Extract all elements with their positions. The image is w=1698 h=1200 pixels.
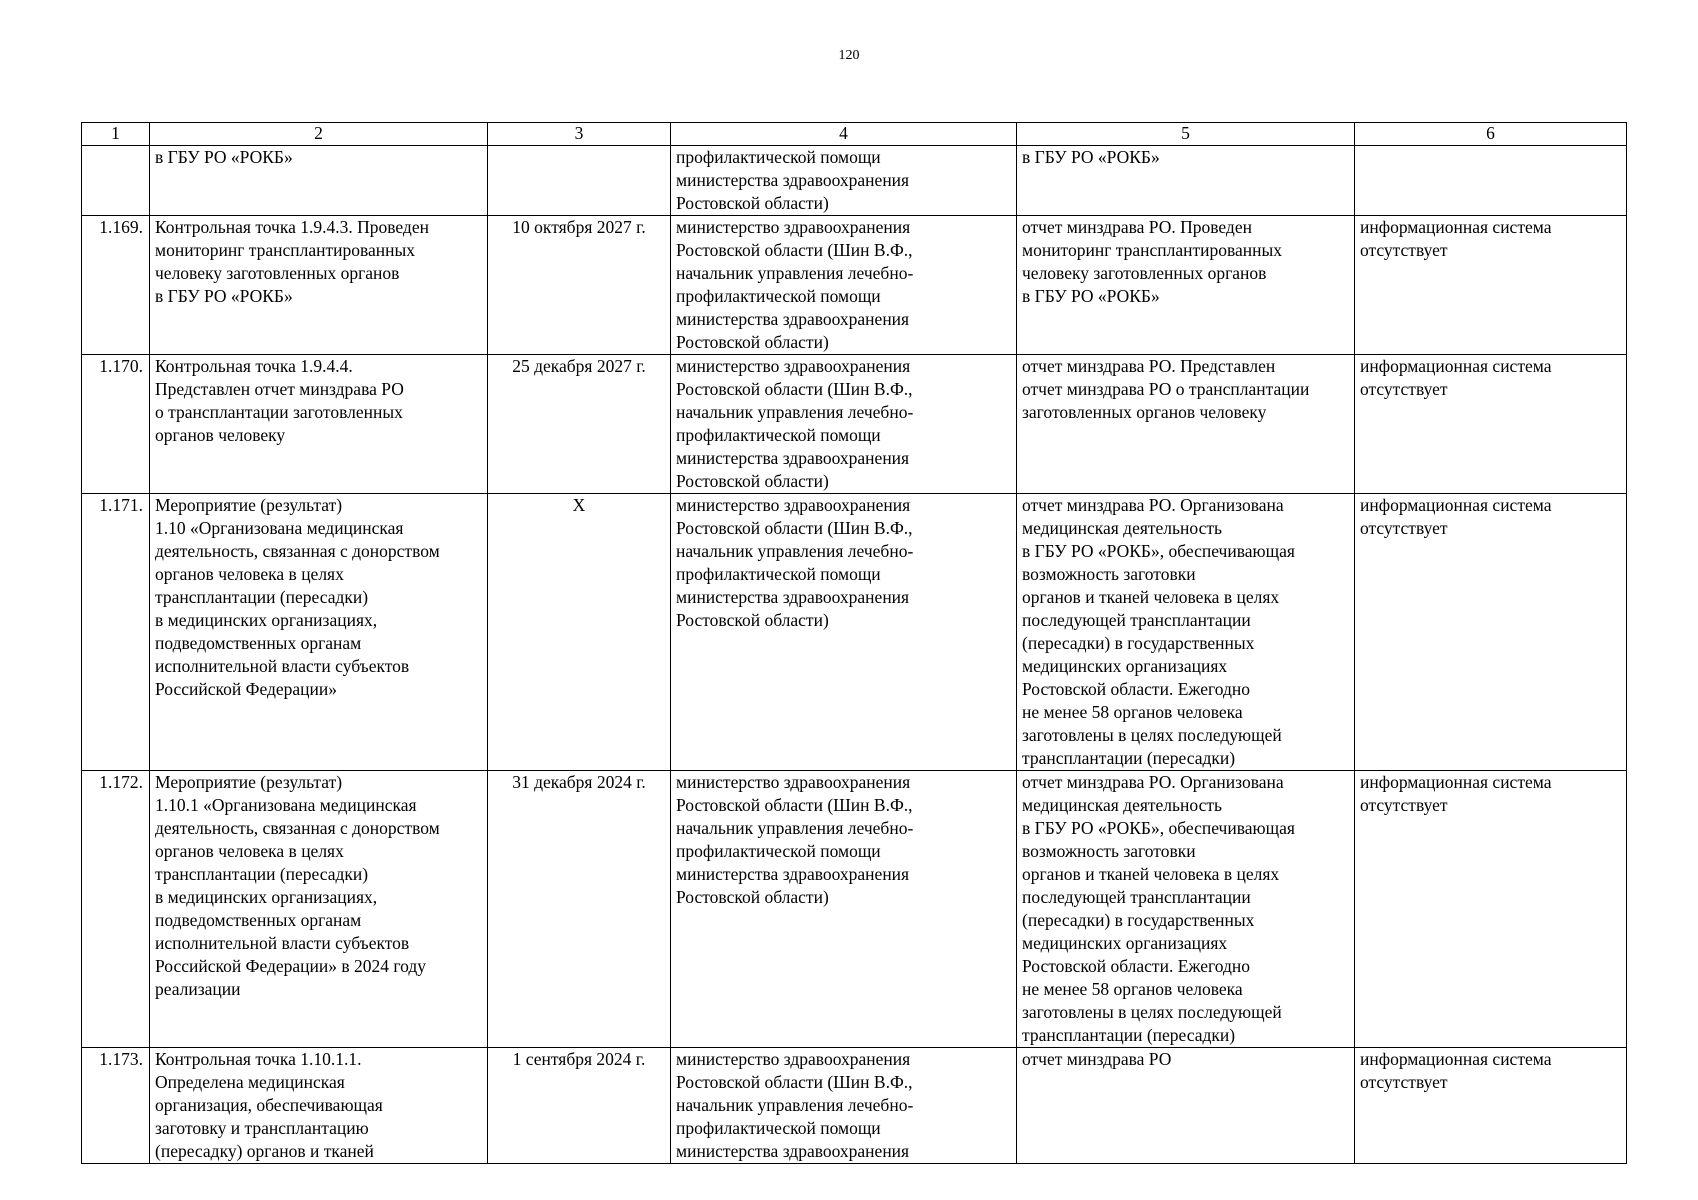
deadline-cell: 31 декабря 2024 г. <box>488 771 671 1048</box>
event-cell: Контрольная точка 1.10.1.1. Определена медицинская организация, обеспечивающая заготовку и трансплантацию (пересадку) органов и тканей <box>150 1048 488 1164</box>
info-system-cell: информационная система отсутствует <box>1355 771 1627 1048</box>
responsible-cell: министерство здравоохранения Ростовской области (Шин В.Ф., начальник управления лечебно- профилактической помощи министерства здравоохранения Ростовской области) <box>671 494 1017 771</box>
row-number <box>82 146 150 216</box>
event-cell: Контрольная точка 1.9.4.3. Проведен мониторинг трансплантированных человеку заготовленных органов в ГБУ РО «РОКБ» <box>150 216 488 355</box>
deadline-cell: 10 октября 2027 г. <box>488 216 671 355</box>
header-cell-3: 3 <box>488 123 671 146</box>
event-cell: Мероприятие (результат) 1.10.1 «Организована медицинская деятельность, связанная с донорством органов человека в целях трансплантации (пересадки) в медицинских организациях, подведомственных органам исполнительной власти субъектов Российской Федерации» в 2024 году реализации <box>150 771 488 1048</box>
event-cell: в ГБУ РО «РОКБ» <box>150 146 488 216</box>
responsible-cell: профилактической помощи министерства здравоохранения Ростовской области) <box>671 146 1017 216</box>
table-row <box>82 146 1627 216</box>
table-row <box>82 355 1627 494</box>
header-cell-5: 5 <box>1017 123 1355 146</box>
result-cell: в ГБУ РО «РОКБ» <box>1017 146 1355 216</box>
row-number: 1.173. <box>82 1048 150 1164</box>
header-cell-1: 1 <box>82 123 150 146</box>
header-cell-6: 6 <box>1355 123 1627 146</box>
header-row <box>82 123 1627 146</box>
deadline-cell: 25 декабря 2027 г. <box>488 355 671 494</box>
table-row <box>82 771 1627 1048</box>
result-cell: отчет минздрава РО. Проведен мониторинг трансплантированных человеку заготовленных органов в ГБУ РО «РОКБ» <box>1017 216 1355 355</box>
row-number: 1.170. <box>82 355 150 494</box>
responsible-cell: министерство здравоохранения Ростовской области (Шин В.Ф., начальник управления лечебно- профилактической помощи министерства здравоохранения <box>671 1048 1017 1164</box>
row-number: 1.169. <box>82 216 150 355</box>
result-cell: отчет минздрава РО. Организована медицинская деятельность в ГБУ РО «РОКБ», обеспечивающая возможность заготовки органов и тканей человека в целях последующей трансплантации (пересадки) в государственных медицинских организациях Ростовской области. Ежегодно не менее 58 органов человека заготовлены в целях последующей трансплантации (пересадки) <box>1017 494 1355 771</box>
page-number: 120 <box>838 48 860 63</box>
deadline-cell <box>488 146 671 216</box>
event-cell: Мероприятие (результат) 1.10 «Организована медицинская деятельность, связанная с донорством органов человека в целях трансплантации (пересадки) в медицинских организациях, подведомственных органам исполнительной власти субъектов Российской Федерации» <box>150 494 488 771</box>
table-row <box>82 1048 1627 1164</box>
result-cell: отчет минздрава РО. Организована медицинская деятельность в ГБУ РО «РОКБ», обеспечивающая возможность заготовки органов и тканей человека в целях последующей трансплантации (пересадки) в государственных медицинских организациях Ростовской области. Ежегодно не менее 58 органов человека заготовлены в целях последующей трансплантации (пересадки) <box>1017 771 1355 1048</box>
responsible-cell: министерство здравоохранения Ростовской области (Шин В.Ф., начальник управления лечебно- профилактической помощи министерства здравоохранения Ростовской области) <box>671 771 1017 1048</box>
result-cell: отчет минздрава РО. Представлен отчет минздрава РО о трансплантации заготовленных органов человеку <box>1017 355 1355 494</box>
plan-table <box>81 122 1627 1164</box>
info-system-cell: информационная система отсутствует <box>1355 355 1627 494</box>
row-number: 1.172. <box>82 771 150 1048</box>
header-cell-4: 4 <box>671 123 1017 146</box>
info-system-cell: информационная система отсутствует <box>1355 216 1627 355</box>
table-row <box>82 216 1627 355</box>
row-number: 1.171. <box>82 494 150 771</box>
responsible-cell: министерство здравоохранения Ростовской области (Шин В.Ф., начальник управления лечебно- профилактической помощи министерства здравоохранения Ростовской области) <box>671 355 1017 494</box>
deadline-cell: X <box>488 494 671 771</box>
info-system-cell: информационная система отсутствует <box>1355 1048 1627 1164</box>
info-system-cell: информационная система отсутствует <box>1355 494 1627 771</box>
deadline-cell: 1 сентября 2024 г. <box>488 1048 671 1164</box>
event-cell: Контрольная точка 1.9.4.4. Представлен отчет минздрава РО о трансплантации заготовленных органов человеку <box>150 355 488 494</box>
table-row <box>82 494 1627 771</box>
info-system-cell <box>1355 146 1627 216</box>
result-cell: отчет минздрава РО <box>1017 1048 1355 1164</box>
responsible-cell: министерство здравоохранения Ростовской области (Шин В.Ф., начальник управления лечебно- профилактической помощи министерства здравоохранения Ростовской области) <box>671 216 1017 355</box>
header-cell-2: 2 <box>150 123 488 146</box>
